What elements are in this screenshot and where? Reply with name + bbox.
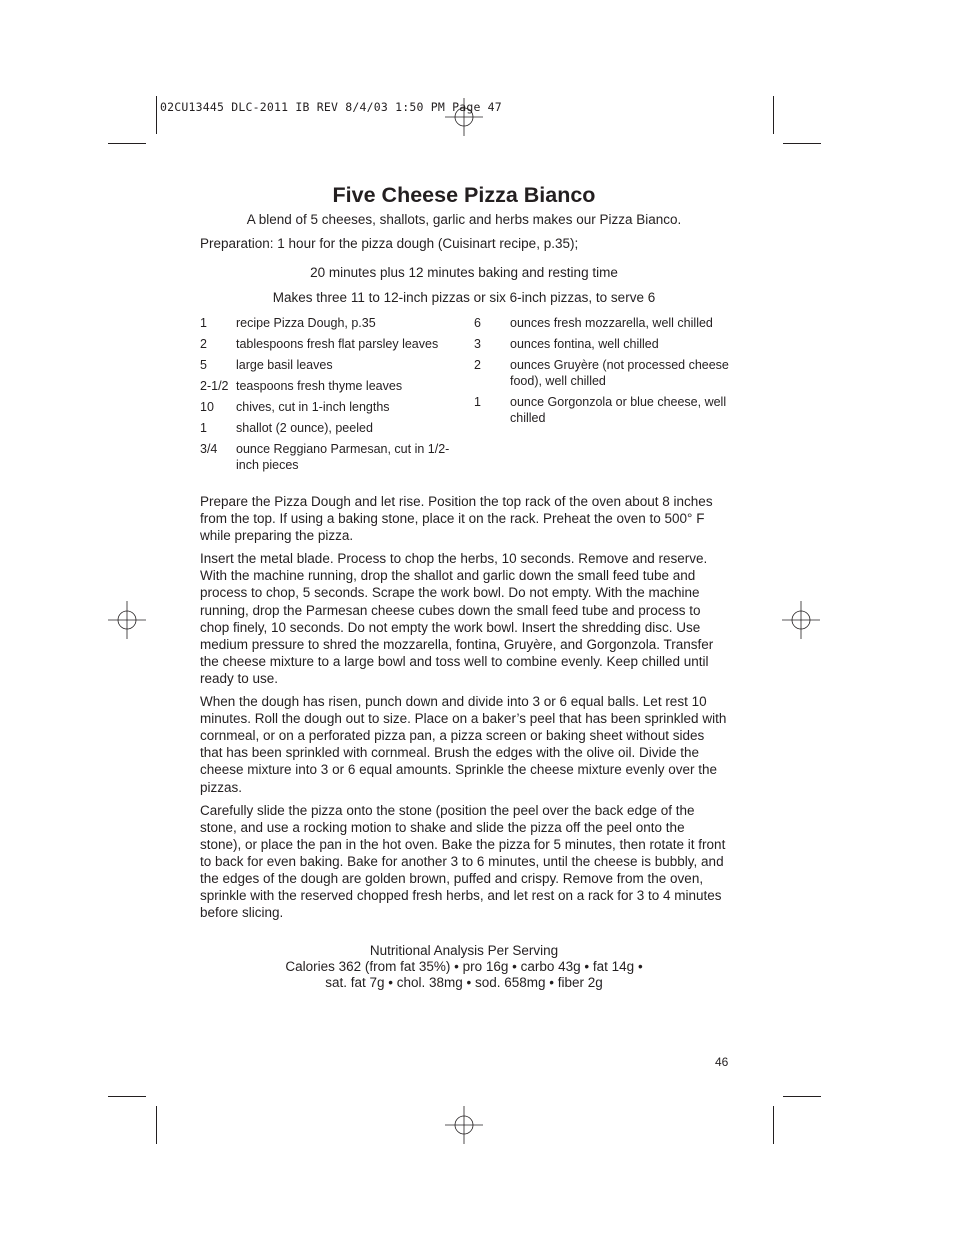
ingredient-item (474, 394, 730, 426)
ingredient-quantity: 2-1/2 (200, 379, 229, 393)
ingredient-quantity: 1 (200, 316, 207, 330)
ingredient-item (200, 378, 462, 394)
crop-mark-top-right-vertical (773, 96, 774, 134)
ingredient-text: shallot (2 ounce), peeled (236, 421, 373, 435)
ingredient-quantity: 3/4 (200, 442, 218, 456)
ingredient-item (474, 336, 730, 352)
ingredient-text: ounces Gruyère (not processed cheese food), well chilled (510, 358, 729, 388)
nutrition-heading: Nutritional Analysis Per Serving (369, 943, 559, 958)
ingredient-quantity: 1 (474, 395, 481, 409)
ingredient-quantity: 2 (474, 358, 481, 372)
ingredient-item (200, 420, 462, 436)
crop-mark-bottom-left-horizontal (108, 1096, 146, 1097)
ingredient-item (474, 315, 730, 331)
nutrition-line: Calories 362 (from fat 35%) • pro 16g • carbo 43g • fat 14g • (285, 959, 643, 974)
registration-mark-top-icon (445, 98, 483, 136)
ingredients-left-column (200, 315, 462, 473)
registration-mark-bottom-icon (445, 1106, 483, 1144)
preparation-time: Preparation: 1 hour for the pizza dough (Cuisinart recipe, p.35); (200, 236, 579, 251)
recipe-title: Five Cheese Pizza Bianco (332, 183, 596, 207)
crop-mark-bottom-right-horizontal (783, 1096, 821, 1097)
crop-mark-top-right-horizontal (783, 143, 821, 144)
ingredients-right-column (474, 315, 730, 426)
print-slug: 02CU13445 DLC-2011 IB REV 8/4/03 1:50 PM Page 47 (160, 100, 502, 114)
method-paragraph: Insert the metal blade. Process to chop the herbs, 10 seconds. Remove and reserve. With the machine running, drop the shallot and garlic down the small feed tube and process to chop, 5 seconds. Scrape the work bowl. Do not empty. With the machine running, drop the Parmesan cheese cubes down the small feed tube and process to chop finely, 10 seconds. Do not empty the work bowl. Insert the shredding disc. Use medium pressure to shred the mozzarella, fontina, Gruyère, and Gorgonzola. Transfer the cheese mixture to a large bowl and toss well to combine evenly. Keep chilled until ready to use. (200, 551, 714, 686)
ingredient-quantity: 1 (200, 421, 207, 435)
ingredient-quantity: 6 (474, 316, 481, 330)
ingredient-quantity: 5 (200, 358, 207, 372)
method-paragraph: When the dough has risen, punch down and divide into 3 or 6 equal balls. Let rest 10 minutes. Roll the dough out to size. Place on a baker’s peel that has been sprinkled with cornmeal, or on a perforated pizza pan, a pizza screen or baking sheet without sides that has been sprinkled with cornmeal. Brush the edges with the olive oil. Divide the cheese mixture into 3 or 6 equal amounts. Sprinkle the cheese mixture evenly over the pizzas. (200, 694, 727, 795)
ingredient-item (200, 441, 462, 473)
page-number: 46 (715, 1055, 729, 1069)
ingredient-text: ounces fontina, well chilled (510, 337, 659, 351)
preparation-time-continued: 20 minutes plus 12 minutes baking and resting time (310, 265, 618, 280)
ingredient-text: teaspoons fresh thyme leaves (236, 379, 403, 393)
ingredient-item (474, 357, 730, 389)
ingredient-text: recipe Pizza Dough, p.35 (236, 316, 376, 330)
ingredient-item (200, 399, 462, 415)
method-paragraph: Carefully slide the pizza onto the stone (position the peel over the back edge of the stone, and use a rocking motion to shake and slide the pizza off the peel onto the stone), or place the pan in the hot oven. Bake the pizza for 5 minutes, then rotate it front to back for even baking. Bake for another 3 to 6 minutes, until the cheese is bubbly, and the edges of the dough are golden brown, puffed and crispy. Remove from the oven, sprinkle with the reserved chopped fresh herbs, and let rest on a rack for 3 to 4 minutes before slicing. (200, 802, 726, 921)
recipe-yield: Makes three 11 to 12-inch pizzas or six 6-inch pizzas, to serve 6 (272, 290, 656, 305)
ingredient-item (200, 357, 462, 373)
ingredient-quantity: 10 (200, 400, 214, 414)
crop-mark-top-left-horizontal (108, 143, 146, 144)
ingredient-text: large basil leaves (236, 358, 333, 372)
registration-mark-left-icon (108, 601, 146, 639)
registration-mark-right-icon (782, 601, 820, 639)
crop-mark-top-left-vertical (156, 96, 157, 134)
recipe-method (200, 493, 728, 927)
ingredient-item (200, 315, 462, 331)
ingredient-text: ounces fresh mozzarella, well chilled (510, 316, 713, 330)
crop-mark-bottom-left-vertical (156, 1106, 157, 1144)
ingredient-text: ounce Reggiano Parmesan, cut in 1/2-inch pieces (236, 442, 450, 472)
ingredient-text: tablespoons fresh flat parsley leaves (236, 337, 439, 351)
method-paragraph: Prepare the Pizza Dough and let rise. Position the top rack of the oven about 8 inches from the top. If using a baking stone, place it on the rack. Preheat the oven to 500° F while preparing the pizza. (200, 494, 713, 544)
crop-mark-bottom-right-vertical (773, 1106, 774, 1144)
ingredient-quantity: 2 (200, 337, 207, 351)
ingredient-quantity: 3 (474, 337, 481, 351)
nutrition-line: sat. fat 7g • chol. 38mg • sod. 658mg • fiber 2g (325, 975, 603, 990)
ingredient-text: ounce Gorgonzola or blue cheese, well chilled (510, 395, 727, 425)
recipe-intro: A blend of 5 cheeses, shallots, garlic and herbs makes our Pizza Bianco. (246, 212, 682, 227)
nutrition-info (200, 943, 728, 991)
ingredient-item (200, 336, 462, 352)
ingredient-text: chives, cut in 1-inch lengths (236, 400, 390, 414)
